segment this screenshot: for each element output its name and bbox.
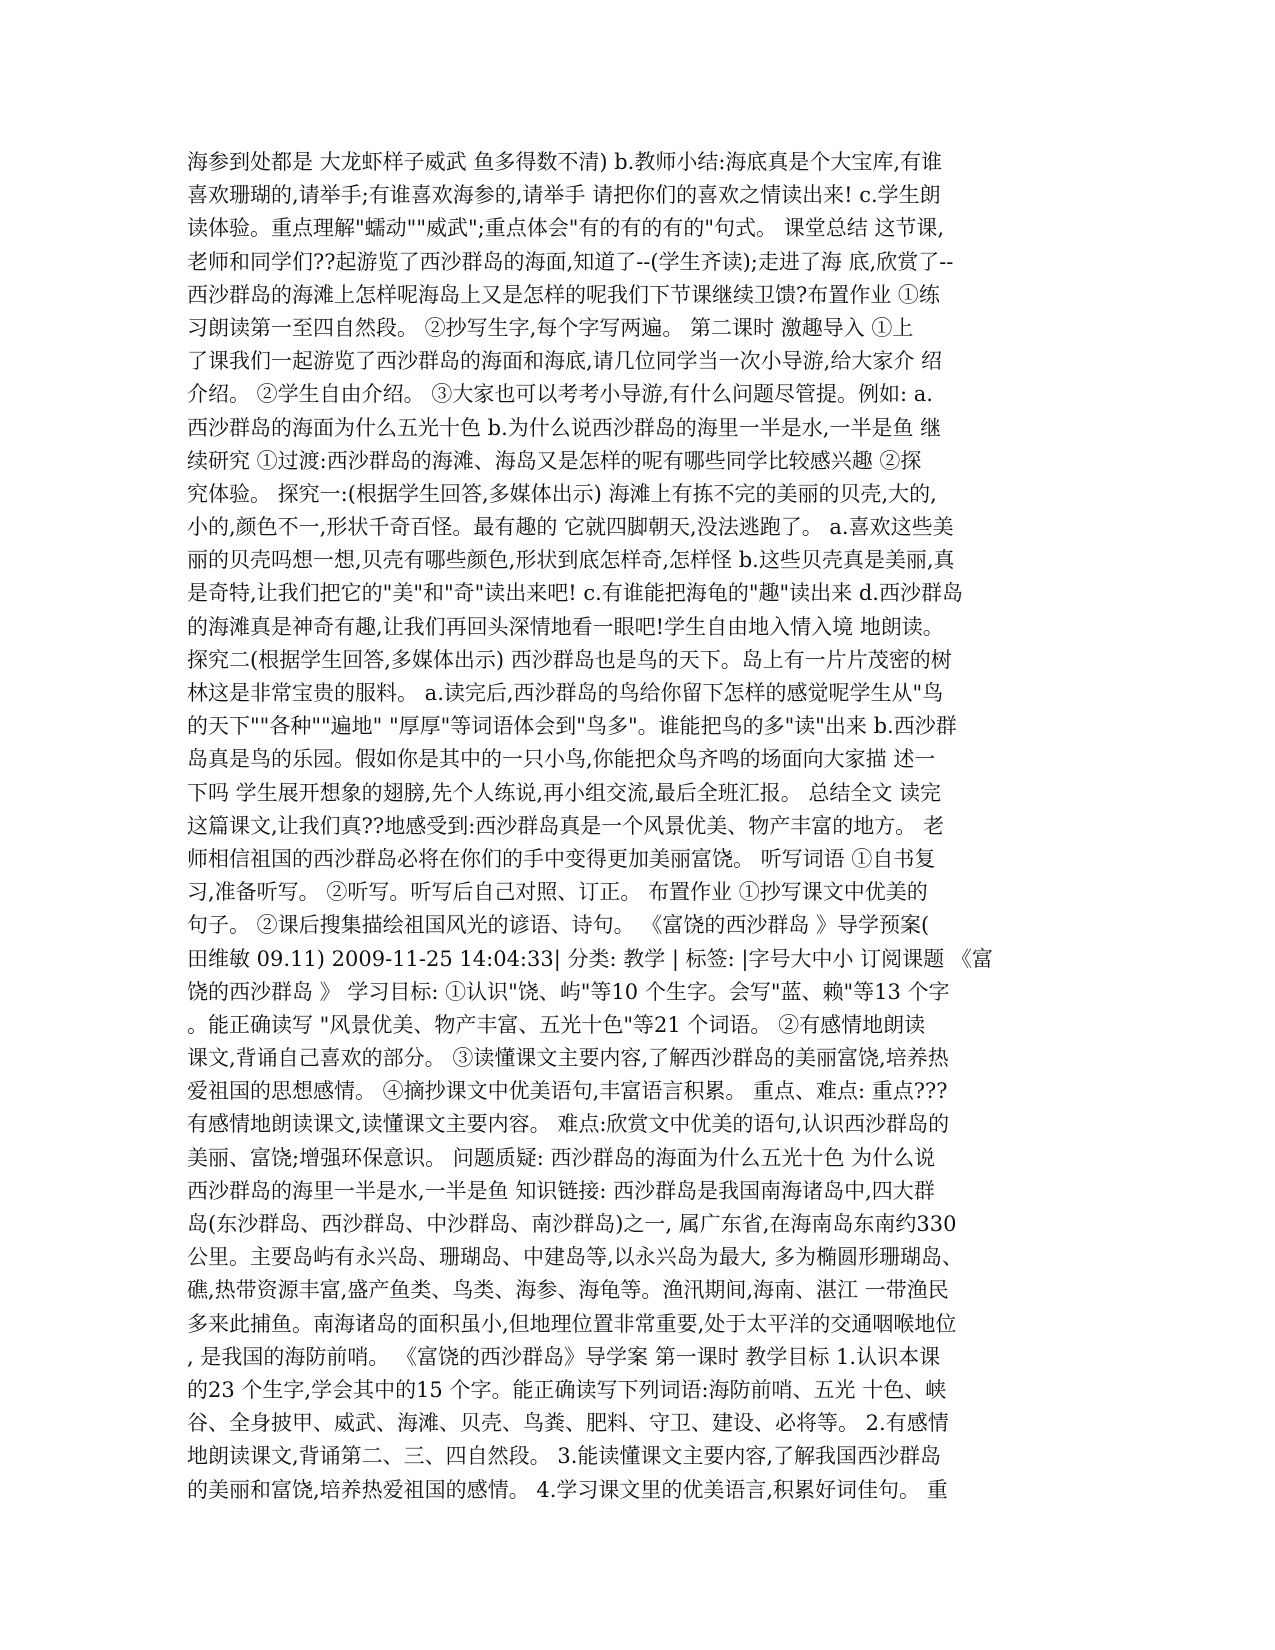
text-line: 岛(东沙群岛、西沙群岛、中沙群岛、南沙群岛)之一, 属广东省,在海南岛东南约330 [187,1212,957,1236]
text-line: 的天下""各种""遍地" "厚厚"等词语体会到"鸟多"。谁能把鸟的多"读"出来 b.西沙群 [187,714,957,739]
text-line: 田维敏 09.11) 2009-11-25 14:04:33| 分类: 教学 | 标签: |字号大中小 订阅课题 《富 [187,946,993,971]
text-line: 地朗读课文,背诵第二、三、四自然段。 3.能读懂课文主要内容,了解我国西沙群岛 [187,1444,942,1469]
text-line: 是奇特,让我们把它的"美"和"奇"读出来吧! c.有谁能把海龟的"趣"读出来 d.西沙群岛 [187,581,963,606]
text-line: 句子。 ②课后搜集描绘祖国风光的谚语、诗句。 《富饶的西沙群岛 》导学预案( [187,913,930,938]
text-line: 下吗 学生展开想象的翅膀,先个人练说,再小组交流,最后全班汇报。 总结全文 读完 [187,780,942,805]
text-line: 介绍。 ②学生自由介绍。 ③大家也可以考考小导游,有什么问题尽管提。例如: a. [187,382,933,407]
text-line: 小的,颜色不一,形状千奇百怪。最有趣的 它就四脚朝天,没法逃跑了。 a.喜欢这些美 [187,515,954,540]
text-line: , 是我国的海防前哨。 《富饶的西沙群岛》导学案 第一课时 教学目标 1.认识本课 [187,1344,941,1369]
text-line: 课文,背诵自己喜欢的部分。 ③读懂课文主要内容,了解西沙群岛的美丽富饶,培养热 [187,1046,949,1071]
text-line: 续研究 ①过渡:西沙群岛的海滩、海岛又是怎样的呢有哪些同学比较感兴趣 ②探 [187,448,922,473]
text-line: 西沙群岛的海滩上怎样呢海岛上又是怎样的呢我们下节课继续卫馈?布置作业 ①练 [187,282,940,307]
text-line: 老师和同学们??起游览了西沙群岛的海面,知道了--(学生齐读);走进了海 底,欣赏了-- [187,249,954,274]
text-line: 礁,热带资源丰富,盛产鱼类、鸟类、海参、海龟等。渔汛期间,海南、湛江 一带渔民 [187,1278,949,1303]
body-text [187,146,1091,1507]
text-line: 的海滩真是神奇有趣,让我们再回头深情地看一眼吧!学生自由地入情入境 地朗读。 [187,614,944,639]
text-line: 岛真是鸟的乐园。假如你是其中的一只小鸟,你能把众鸟齐鸣的场面向大家描 述一 [187,747,936,772]
text-line: 的23 个生字,学会其中的15 个字。能正确读写下列词语:海防前哨、五光 十色、峡 [187,1377,947,1402]
text-line: 多来此捕鱼。南海诸岛的面积虽小,但地理位置非常重要,处于太平洋的交通咽喉地位 [187,1311,957,1336]
text-line: 西沙群岛的海里一半是水,一半是鱼 知识链接: 西沙群岛是我国南海诸岛中,四大群 [187,1178,935,1203]
text-line: 读体验。重点理解"蠕动""威武";重点体会"有的有的有的"句式。 课堂总结 这节课, [187,216,945,241]
text-line: 谷、全身披甲、威武、海滩、贝壳、鸟粪、肥料、守卫、建设、必将等。 2.有感情 [187,1411,949,1436]
text-line: 了课我们一起游览了西沙群岛的海面和海底,请几位同学当一次小导游,给大家介 绍 [187,349,943,374]
text-line: 西沙群岛的海面为什么五光十色 b.为什么说西沙群岛的海里一半是水,一半是鱼 继 [187,415,942,440]
text-line: 的美丽和富饶,培养热爱祖国的感情。 4.学习课文里的优美语言,积累好词佳句。 重 [187,1477,948,1502]
text-line: 师相信祖国的西沙群岛必将在你们的手中变得更加美丽富饶。 听写词语 ①自书复 [187,846,936,871]
text-line: 美丽、富饶;增强环保意识。 问题质疑: 西沙群岛的海面为什么五光十色 为什么说 [187,1145,936,1170]
text-line: 爱祖国的思想感情。 ④摘抄课文中优美语句,丰富语言积累。 重点、难点: 重点??? [187,1079,948,1104]
text-line: 丽的贝壳吗想一想,贝壳有哪些颜色,形状到底怎样奇,怎样怪 b.这些贝壳真是美丽,真 [187,548,955,573]
text-line: 习,准备听写。 ②听写。听写后自己对照、订正。 布置作业 ①抄写课文中优美的 [187,880,928,905]
text-line: 这篇课文,让我们真??地感受到:西沙群岛真是一个风景优美、物产丰富的地方。 老 [187,813,944,838]
text-line: 海参到处都是 大龙虾样子威武 鱼多得数不清) b.教师小结:海底真是个大宝库,有谁 [187,150,943,174]
text-line: 有感情地朗读课文,读懂课文主要内容。 难点:欣赏文中优美的语句,认识西沙群岛的 [187,1112,950,1137]
text-line: 探究二(根据学生回答,多媒体出示) 西沙群岛也是鸟的天下。岛上有一片片茂密的树 [187,647,952,672]
text-line: 。能正确读写 "风景优美、物产丰富、五光十色"等21 个词语。 ②有感情地朗读 [187,1012,926,1037]
text-line: 林这是非常宝贵的服料。 a.读完后,西沙群岛的鸟给你留下怎样的感觉呢学生从"鸟 [187,681,944,705]
text-line: 喜欢珊瑚的,请举手;有谁喜欢海参的,请举手 请把你们的喜欢之情读出来! c.学生朗 [187,183,941,208]
text-line: 饶的西沙群岛 》 学习目标: ①认识"饶、屿"等10 个生字。会写"蓝、赖"等13 个字 [187,979,950,1004]
text-line: 习朗读第一至四自然段。 ②抄写生字,每个字写两遍。 第二课时 激趣导入 ①上 [187,315,914,340]
text-line: 公里。主要岛屿有永兴岛、珊瑚岛、中建岛等,以永兴岛为最大, 多为椭圆形珊瑚岛、 [187,1245,964,1270]
text-line: 究体验。 探究一:(根据学生回答,多媒体出示) 海滩上有拣不完的美丽的贝壳,大的, [187,481,937,506]
